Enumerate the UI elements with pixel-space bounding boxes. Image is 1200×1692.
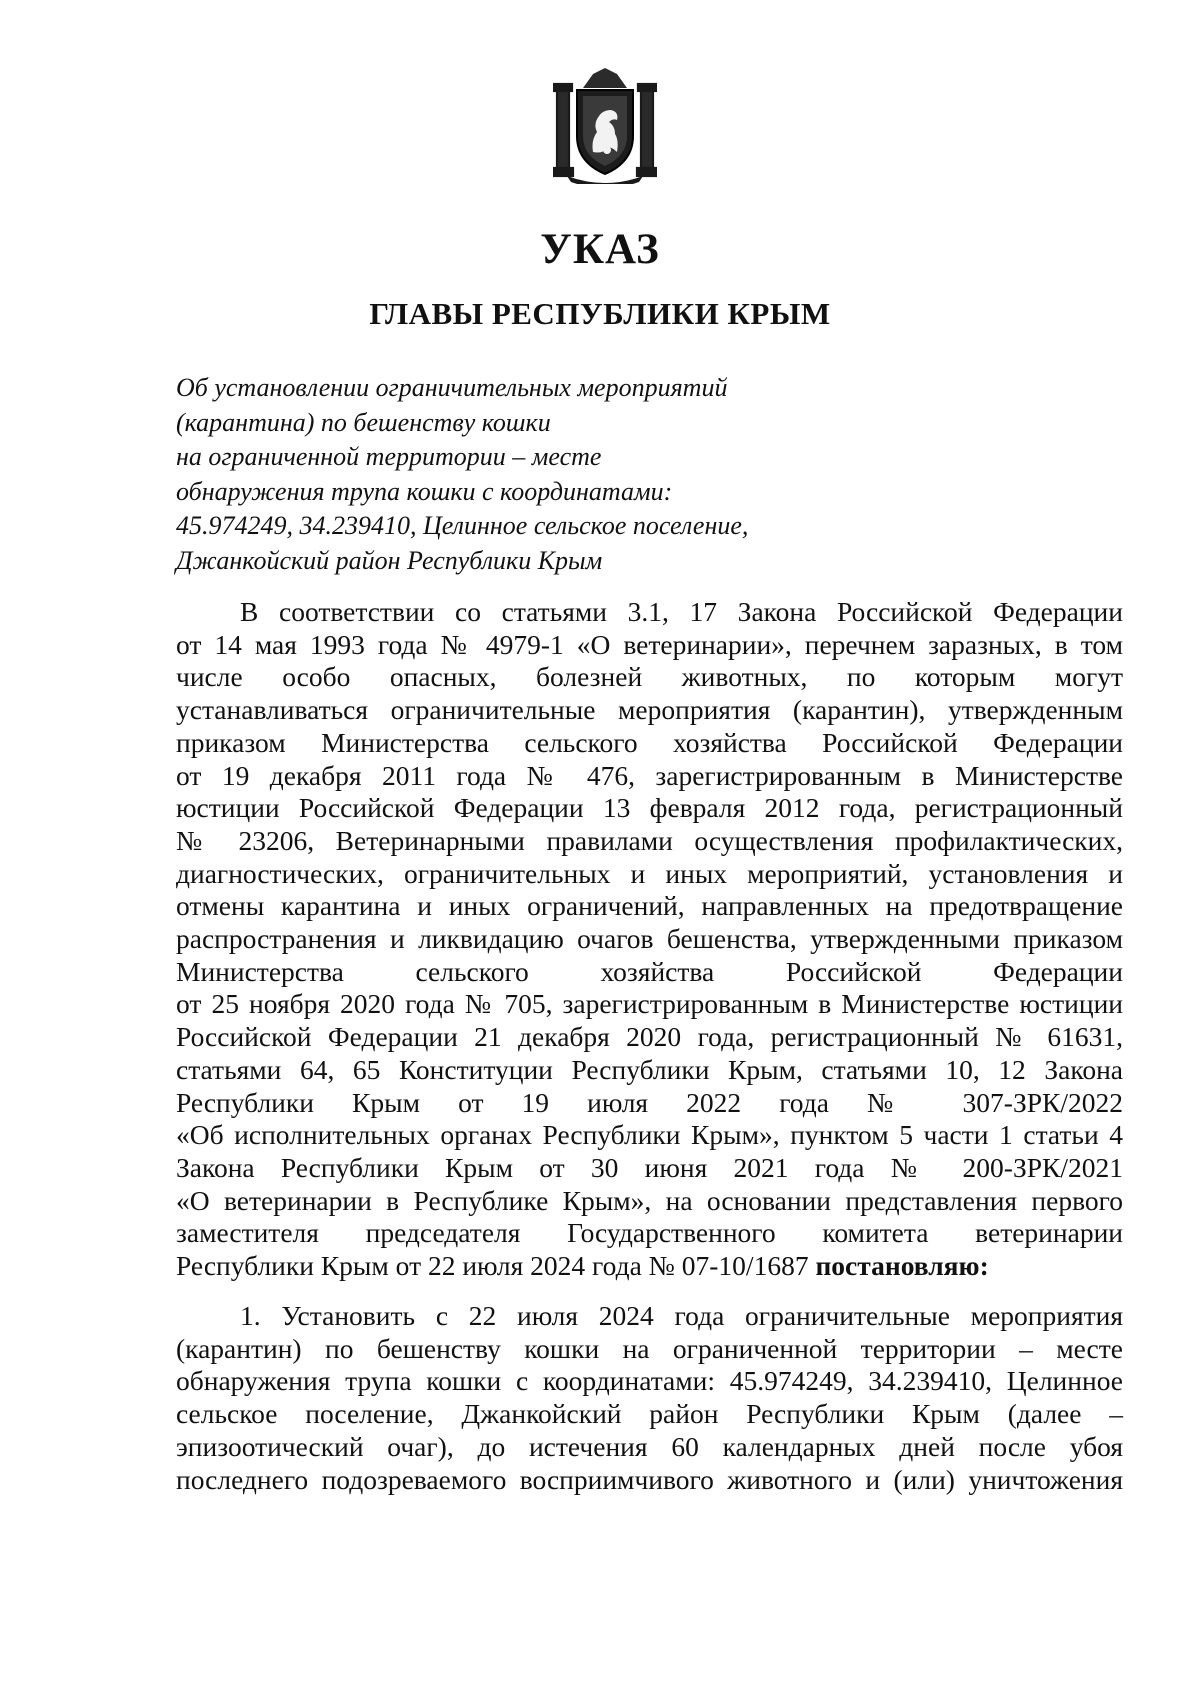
paragraph-line: распространения и ликвидацию очагов бешенства, утвержденными приказом	[176, 923, 1123, 955]
paragraph-line: заместителя председателя Государственного комитета ветеринарии	[176, 1217, 1123, 1249]
paragraph-line: обнаружения трупа кошки с координатами: 45.974249, 34.239410, Целинное	[176, 1365, 1123, 1397]
paragraph-line: В соответствии со статьями 3.1, 17 Закона Российской Федерации	[240, 596, 1123, 627]
paragraph-line: от 25 ноября 2020 года № 705, зарегистрированным в Министерстве юстиции	[176, 988, 1123, 1020]
paragraph-line: сельское поселение, Джанкойский район Республики Крым (далее –	[176, 1398, 1123, 1430]
paragraph-line: (карантин) по бешенству кошки на ограниченной территории – месте	[176, 1332, 1123, 1364]
paragraph-line: Закона Республики Крым от 30 июня 2021 года № 200-ЗРК/2021	[176, 1151, 1123, 1183]
paragraph-line: юстиции Российской Федерации 13 февраля 2012 года, регистрационный	[176, 792, 1123, 824]
item-1-paragraph	[176, 1300, 1123, 1496]
paragraph-line: 1. Установить с 22 июля 2024 года ограничительные мероприятия	[240, 1300, 1123, 1331]
paragraph-line: отмены карантина и иных ограничений, направленных на предотвращение	[176, 890, 1123, 922]
decree-subject	[176, 371, 816, 578]
paragraph-line: статьями 64, 65 Конституции Республики Крым, статьями 10, 12 Закона	[176, 1053, 1123, 1085]
paragraph-line: числе особо опасных, болезней животных, по которым могут	[176, 661, 1123, 693]
subject-line: Джанкойский район Республики Крым	[176, 545, 603, 575]
paragraph-last-line	[176, 1250, 1123, 1283]
subject-line: 45.974249, 34.239410, Целинное сельское поселение,	[176, 511, 749, 540]
paragraph-line: «Об исполнительных органах Республики Крым», пунктом 5 части 1 статьи 4	[176, 1119, 1123, 1151]
paragraph-line: приказом Министерства сельского хозяйства Российской Федерации	[176, 726, 1123, 758]
paragraph-line: эпизоотический очаг), до истечения 60 календарных дней после убоя	[176, 1430, 1123, 1462]
document-subtitle: ГЛАВЫ РЕСПУБЛИКИ КРЫМ	[369, 296, 831, 331]
decree-word: постановляю:	[815, 1250, 989, 1282]
paragraph-line: диагностических, ограничительных и иных мероприятий, установления и	[176, 857, 1123, 889]
subject-line: обнаружения трупа кошки с координатами:	[176, 476, 673, 506]
paragraph-line: от 19 декабря 2011 года № 476, зарегистрированным в Министерстве	[176, 759, 1123, 791]
paragraph-line: Российской Федерации 21 декабря 2020 года, регистрационный № 61631,	[176, 1021, 1123, 1053]
paragraph-line: № 23206, Ветеринарными правилами осуществления профилактических,	[176, 824, 1123, 856]
paragraph-line: устанавливаться ограничительные мероприятия (карантин), утвержденным	[176, 694, 1123, 726]
preamble-paragraph	[176, 596, 1123, 1283]
paragraph-line: последнего подозреваемого восприимчивого животного и (или) уничтожения	[176, 1463, 1123, 1495]
subject-line: на ограниченной территории – месте	[176, 442, 602, 471]
paragraph-line-text: Республики Крым от 22 июля 2024 года № 07-10/1687	[176, 1250, 809, 1282]
crimea-coat-of-arms-icon	[553, 66, 657, 184]
paragraph-line: Министерства сельского хозяйства Российской Федерации	[176, 955, 1123, 987]
paragraph-line: «О ветеринарии в Республике Крым», на основании представления первого	[176, 1184, 1123, 1216]
subject-line: Об установлении ограничительных мероприятий	[176, 373, 728, 402]
document-title: УКАЗ	[540, 226, 660, 273]
subject-line: (карантина) по бешенству кошки	[176, 407, 551, 437]
paragraph-line: Республики Крым от 19 июля 2022 года № 307-ЗРК/2022	[176, 1086, 1123, 1118]
paragraph-line: от 14 мая 1993 года № 4979-1 «О ветеринарии», перечнем заразных, в том	[176, 628, 1123, 660]
